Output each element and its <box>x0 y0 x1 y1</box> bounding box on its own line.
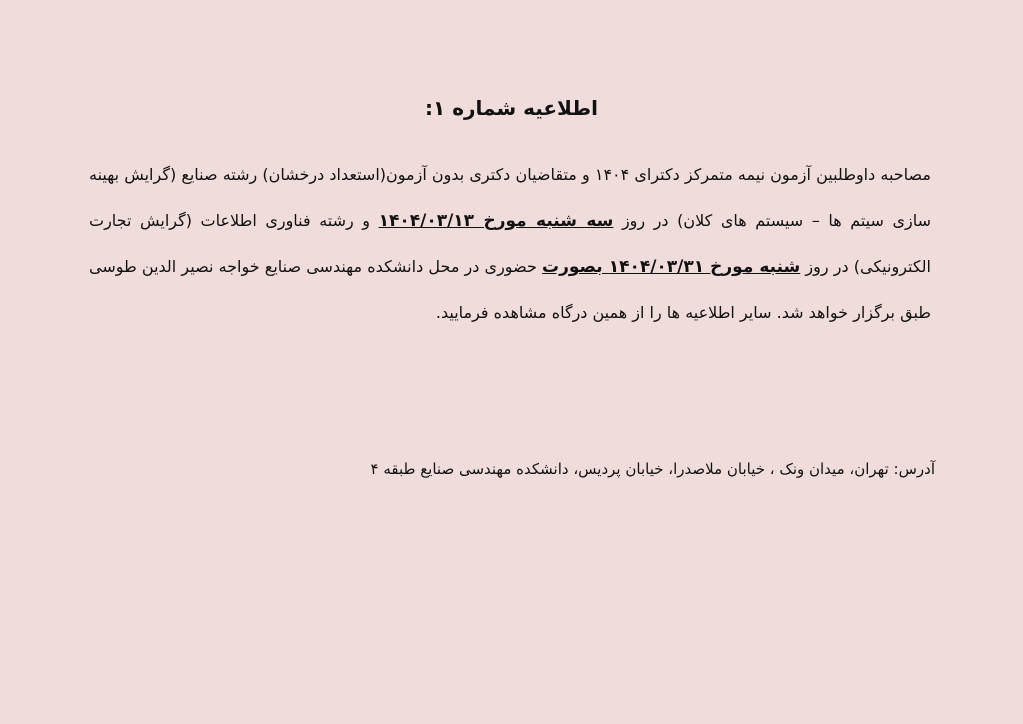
interview-date-industrial: سه شنبه مورخ ۱۴۰۴/۰۳/۱۳ <box>378 211 614 231</box>
body-part-1: مصاحبه داوطلبین آزمون نیمه متمرکز دکترای ۱۴۰۴ و متقاضیان دکتری بدون آزمون(استعداد درخشان) رشته صنایع (گرایش بهینه سازی سیتم ها – سیستم های کلان) در روز <box>89 165 931 230</box>
notice-title: اطلاعیه شماره ۱: <box>425 96 598 120</box>
body-part-3: حضوری در محل دانشکده مهندسی صنایع خواجه نصیر الدین طوسی طبق برگزار خواهد شد. سایر اطلاعیه ها را از همین درگاه مشاهده فرمایید. <box>89 257 931 322</box>
notice-body <box>89 152 931 336</box>
body-part-2: و رشته فناوری اطلاعات (گرایش تجارت الکترونیکی) در روز <box>89 211 932 276</box>
interview-date-it: شنبه مورخ ۱۴۰۴/۰۳/۳۱ بصورت <box>542 257 801 277</box>
address-text: آدرس: تهران، میدان ونک ، خیابان ملاصدرا، خیابان پردیس، دانشکده مهندسی صنایع طبقه ۴ <box>370 460 935 478</box>
